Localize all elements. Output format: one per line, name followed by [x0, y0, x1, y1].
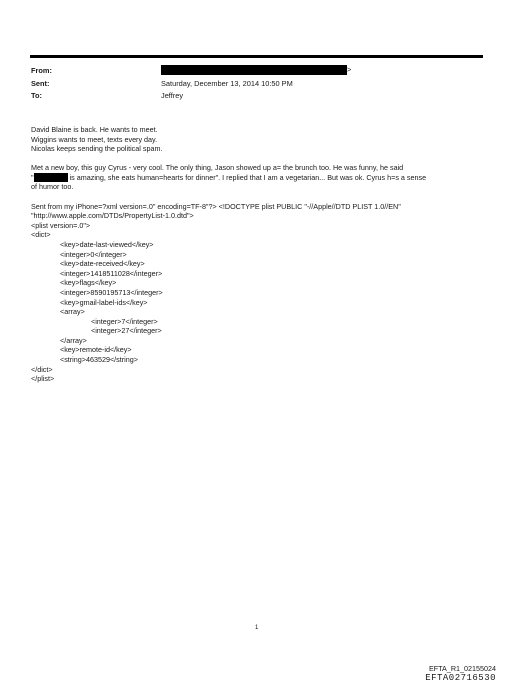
plist-line: <integer>0</integer>: [60, 249, 127, 259]
plist-line: </array>: [60, 335, 87, 345]
signature-line: Sent from my iPhone=?xml version=.0" encoding=TF-8"?> <!DOCTYPE plist PUBLIC "-//Apple//DTD PLIST 1.0//EN": [31, 201, 401, 211]
bates-number-small: EFTA_R1_02155024: [429, 664, 496, 673]
from-suffix: >: [347, 65, 352, 74]
plist-line: <key>flags</key>: [60, 278, 117, 288]
plist-line: <plist version=.0">: [31, 220, 91, 230]
email-body: [31, 125, 491, 384]
from-label: From:: [31, 66, 52, 75]
plist-line: </plist>: [31, 374, 55, 384]
plist-block: [31, 221, 491, 384]
sent-value: Saturday, December 13, 2014 10:50 PM: [161, 79, 293, 88]
body-line: Wiggins wants to meet, texts every day.: [31, 134, 158, 144]
quote-mark: ": [31, 172, 34, 182]
body-line: Nicolas keeps sending the political spam.: [31, 144, 163, 154]
page-number: 1: [255, 625, 259, 631]
plist-line: <array>: [60, 307, 85, 317]
plist-line: <key>gmail-label-ids</key>: [60, 297, 148, 307]
bates-number-large: EFTA02716530: [425, 673, 496, 683]
signature-line: "http://www.apple.com/DTDs/PropertyList-1.0.dtd">: [31, 211, 194, 221]
body-line: of humor too.: [31, 182, 74, 192]
plist-line: <key>date-last-viewed</key>: [60, 239, 154, 249]
body-line: David Blaine is back. He wants to meet.: [31, 125, 158, 134]
sent-label: Sent:: [31, 79, 50, 88]
plist-line: <integer>27</integer>: [91, 326, 162, 336]
to-value: Jeffrey: [161, 91, 184, 100]
plist-line: </dict>: [31, 364, 53, 374]
header-rule: [30, 55, 483, 58]
plist-line: <string>463529</string>: [60, 355, 138, 365]
redaction-box: [34, 173, 68, 182]
redaction-box: [161, 65, 347, 75]
plist-line: <integer>7</integer>: [91, 316, 158, 326]
plist-line: <key>remote-id</key>: [60, 345, 132, 355]
body-line: Met a new boy, this guy Cyrus - very cool. The only thing, Jason showed up a= the brunch too. He was funny, he said: [31, 163, 404, 173]
plist-line: <dict>: [31, 230, 51, 240]
to-label: To:: [31, 91, 42, 100]
plist-line: <integer>1418511028</integer>: [60, 268, 163, 278]
from-value: [161, 65, 351, 75]
body-line: [31, 173, 491, 183]
plist-line: <key>date-received</key>: [60, 259, 145, 269]
plist-line: <integer>8590195713</integer>: [60, 287, 163, 297]
body-text-span: is amazing, she eats human=hearts for dinner". I replied that I am a vegetarian... But was ok. Cyrus h=s a sense: [67, 172, 427, 182]
